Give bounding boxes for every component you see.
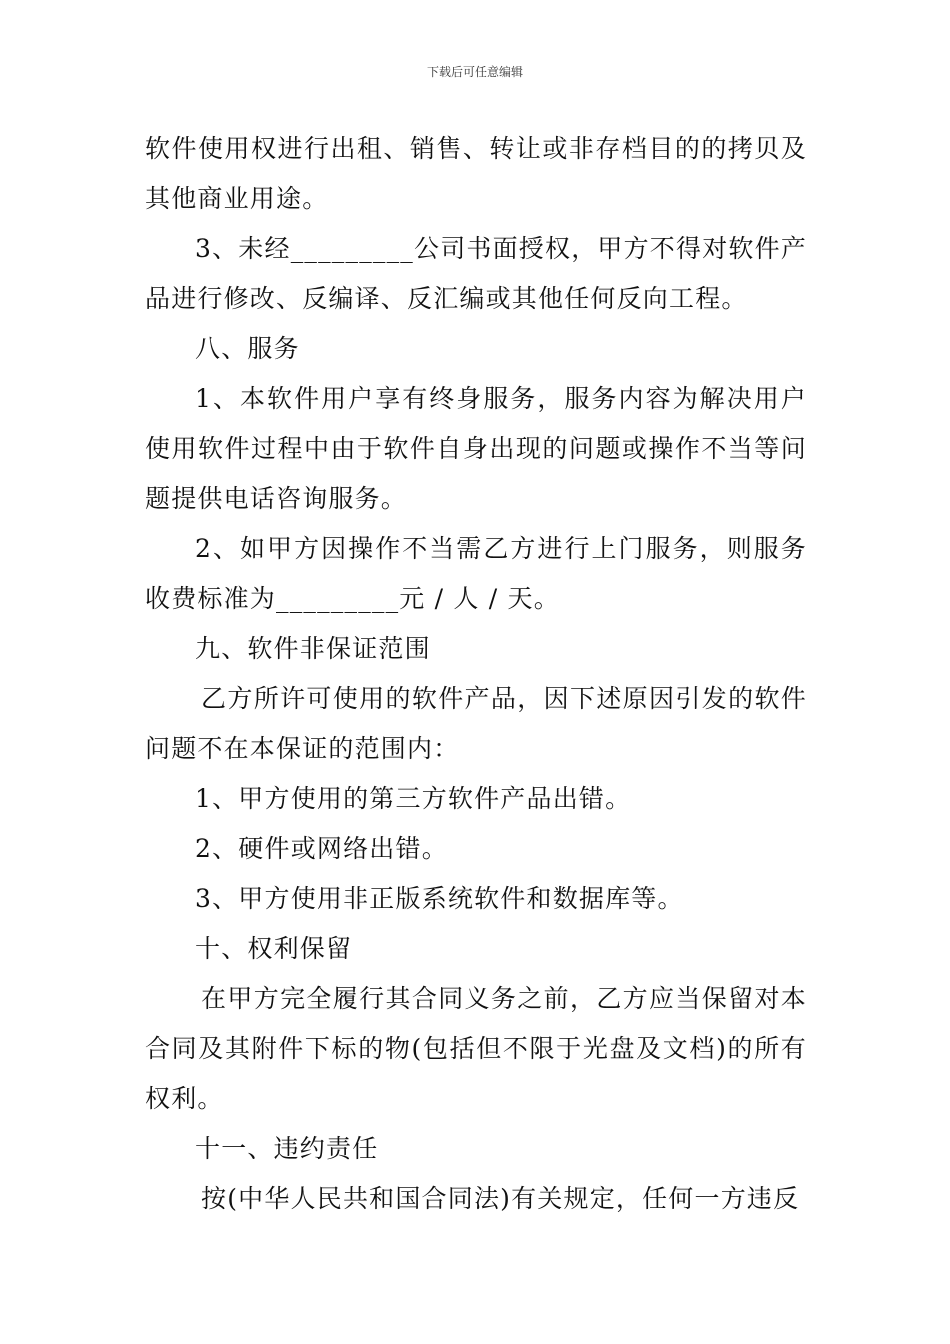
list-item-third-party-error: 1、甲方使用的第三方软件产品出错。	[195, 784, 632, 813]
list-item-hardware-network-error: 2、硬件或网络出错。	[195, 834, 448, 863]
document-body	[145, 124, 807, 1224]
paragraph-rights-reserved: 在甲方完全履行其合同义务之前，乙方应当保留对本合同及其附件下标的物(包括但不限于光盘及文档)的所有权利。	[145, 984, 807, 1113]
paragraph-clause-3-authorization: 3、未经_________公司书面授权，甲方不得对软件产品进行修改、反编译、反汇编或其他任何反向工程。	[145, 234, 808, 313]
section-heading-service: 八、服务	[195, 334, 300, 363]
list-item-pirated-software: 3、甲方使用非正版系统软件和数据库等。	[195, 884, 684, 913]
paragraph-service-clause-2: 2、如甲方因操作不当需乙方进行上门服务，则服务收费标准为_________元 / 人 / 天。	[145, 534, 807, 613]
paragraph-liability: 按(中华人民共和国合同法)有关规定，任何一方违反	[201, 1184, 800, 1213]
paragraph-non-warranty-intro: 乙方所许可使用的软件产品，因下述原因引发的软件问题不在本保证的范围内：	[145, 684, 807, 763]
paragraph-usage-restriction: 软件使用权进行出租、销售、转让或非存档目的的拷贝及其他商业用途。	[145, 134, 807, 213]
paragraph-service-clause-1: 1、本软件用户享有终身服务，服务内容为解决用户使用软件过程中由于软件自身出现的问题或操作不当等问题提供电话咨询服务。	[145, 384, 807, 513]
section-heading-non-warranty: 九、软件非保证范围	[195, 634, 431, 663]
page-header: 下载后可任意编辑	[426, 65, 523, 79]
section-heading-rights-reserved: 十、权利保留	[195, 934, 353, 963]
section-heading-liability: 十一、违约责任	[195, 1134, 379, 1163]
